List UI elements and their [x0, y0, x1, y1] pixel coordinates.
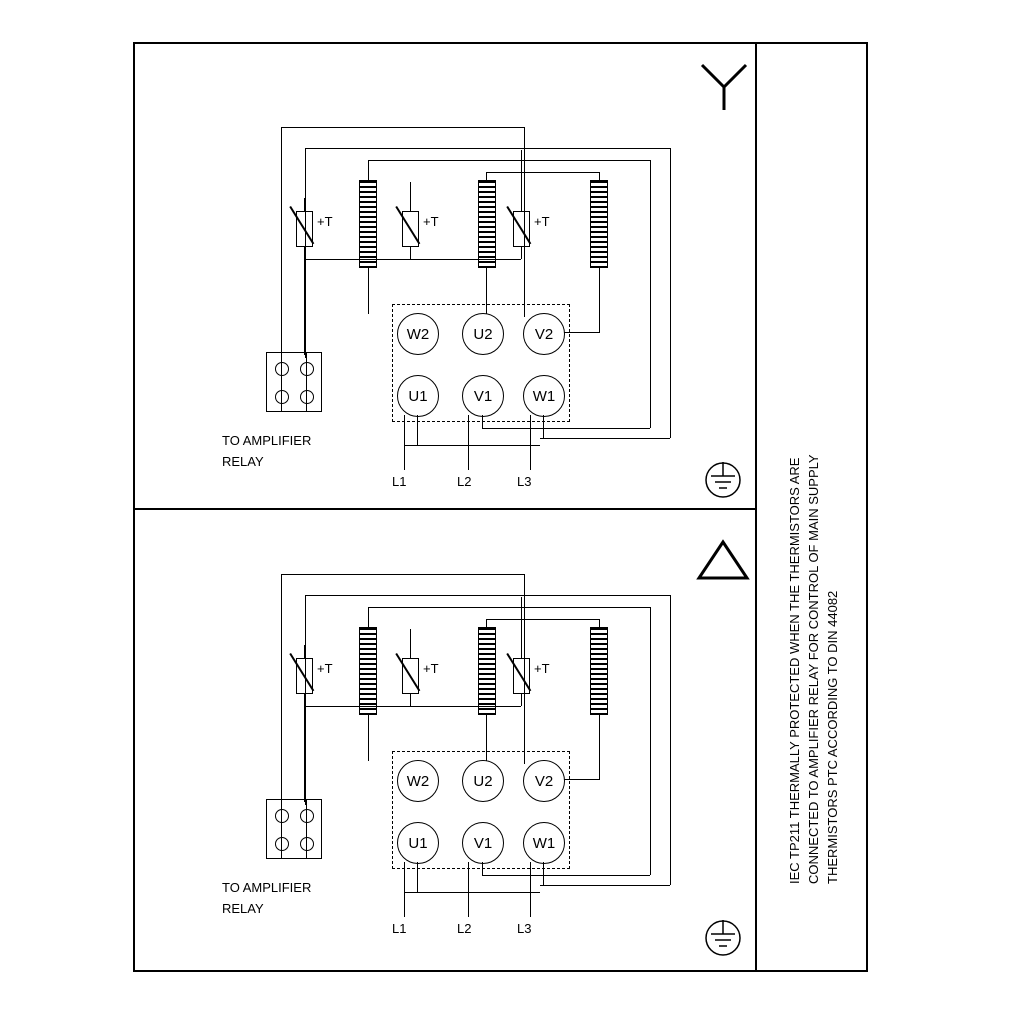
terminal-u1-delta: U1 — [397, 822, 439, 864]
wire-coil3-top-star — [486, 172, 599, 173]
wire-ptc1-up-delta — [304, 645, 305, 659]
wire-ptc1-down-delta — [304, 694, 305, 802]
terminal-v2-delta: V2 — [523, 760, 565, 802]
wire-top-bus-c-star — [368, 160, 650, 161]
wire-ptc3-link-delta — [410, 706, 521, 707]
amplifier-label-line1-delta: TO AMPLIFIER — [222, 880, 312, 895]
connector-pin-3-star — [275, 390, 289, 404]
wire-u1-drop-star — [417, 415, 418, 445]
wire-l2-delta — [468, 862, 469, 917]
thermistor-1-label-star: +T — [317, 214, 333, 229]
motor-winding-1-star — [359, 180, 377, 268]
phase-l2-label-delta: L2 — [457, 921, 472, 936]
terminal-w2-star: W2 — [397, 313, 439, 355]
wire-ptc3-up-star — [521, 150, 522, 212]
phase-l3-label-star: L3 — [517, 474, 532, 489]
wire-connector-pin-b-delta — [306, 799, 307, 859]
wire-ptc2-down-star — [410, 247, 411, 259]
terminal-u2-star: U2 — [462, 313, 504, 355]
wire-v1-drop-star — [482, 415, 483, 428]
thermistor-3-label-star: +T — [534, 214, 550, 229]
wire-coil3-top-drop-delta — [599, 619, 600, 629]
wire-top-bus-a-right-delta — [524, 574, 525, 764]
wire-top-bus-b-right-star — [670, 148, 671, 438]
wire-top-bus-b-star — [305, 148, 670, 149]
wire-top-bus-b-drop-delta — [305, 595, 306, 805]
wire-u1-to-bus-delta — [404, 892, 540, 893]
wire-ptc1-up-star — [304, 198, 305, 212]
thermistor-2-label-star: +T — [423, 214, 439, 229]
wire-ptc2-link-star — [304, 259, 410, 260]
thermistor-1-label-delta: +T — [317, 661, 333, 676]
notes-column-divider — [755, 42, 757, 972]
amplifier-label-line2-delta: RELAY — [222, 901, 264, 916]
wire-w1-drop-delta — [543, 862, 544, 885]
panel-divider — [133, 508, 755, 510]
note-line-2: CONNECTED TO AMPLIFIER RELAY FOR CONTROL OF MAIN SUPPLY — [806, 454, 821, 884]
wire-coil1-bottom-star — [368, 268, 369, 314]
wire-coil2-bottom-delta — [486, 715, 487, 761]
wire-top-bus-a-drop-delta — [281, 574, 282, 802]
amplifier-connector-star — [266, 352, 322, 412]
wire-l1-star — [404, 415, 405, 470]
thermistor-2-label-delta: +T — [423, 661, 439, 676]
wire-ptc3-down-delta — [521, 694, 522, 706]
amplifier-label-line1-star: TO AMPLIFIER — [222, 433, 312, 448]
motor-winding-3-star — [590, 180, 608, 268]
terminal-v2-star: V2 — [523, 313, 565, 355]
terminal-u1-star: U1 — [397, 375, 439, 417]
terminal-w2-delta: W2 — [397, 760, 439, 802]
phase-l1-label-delta: L1 — [392, 921, 407, 936]
thermistor-3-label-delta: +T — [534, 661, 550, 676]
wire-top-bus-a-star — [281, 127, 524, 128]
wire-top-bus-c-right-delta — [650, 607, 651, 875]
wire-coil3-bottom-star — [599, 268, 600, 332]
wire-coil1-bottom-delta — [368, 715, 369, 761]
wire-coil2-top-delta — [486, 619, 487, 629]
wire-ptc1-down-star — [304, 247, 305, 355]
connector-pin-2-star — [300, 362, 314, 376]
wire-w1-drop-star — [543, 415, 544, 438]
terminal-w1-star: W1 — [523, 375, 565, 417]
wire-coil3-top-drop-star — [599, 172, 600, 182]
wire-l3-star — [530, 415, 531, 470]
wire-coil2-top-star — [486, 172, 487, 182]
wire-coil3-bottom-delta — [599, 715, 600, 779]
wire-l2-star — [468, 415, 469, 470]
connector-pin-4-delta — [300, 837, 314, 851]
wire-ptc3-up-delta — [521, 597, 522, 659]
wire-coil3-to-v2-star — [564, 332, 600, 333]
wire-ptc2-up-star — [410, 182, 411, 212]
wire-ptc2-down-delta — [410, 694, 411, 706]
wire-top-bus-c-right-star — [650, 160, 651, 428]
phase-l1-label-star: L1 — [392, 474, 407, 489]
wire-u1-to-bus-star — [404, 445, 540, 446]
wire-bottom-return-b-delta — [540, 885, 670, 886]
wire-l3-delta — [530, 862, 531, 917]
thermistor-2-star — [402, 211, 419, 247]
motor-winding-1-delta — [359, 627, 377, 715]
note-line-3: THERMISTORS PTC ACCORDING TO DIN 44082 — [825, 590, 840, 884]
wire-top-bus-b-right-delta — [670, 595, 671, 885]
terminal-v1-delta: V1 — [462, 822, 504, 864]
wire-bottom-return-c-delta — [482, 875, 650, 876]
phase-l3-label-delta: L3 — [517, 921, 532, 936]
wire-top-bus-a-right-star — [524, 127, 525, 317]
thermistor-2-delta — [402, 658, 419, 694]
earth-ground-icon-star — [695, 458, 751, 502]
wire-connector-pin-a-star — [281, 352, 282, 412]
wire-top-bus-c-delta — [368, 607, 650, 608]
wire-ptc2-link-delta — [304, 706, 410, 707]
connector-pin-1-star — [275, 362, 289, 376]
wire-v1-drop-delta — [482, 862, 483, 875]
wire-l1-delta — [404, 862, 405, 917]
wire-coil3-to-v2-delta — [564, 779, 600, 780]
wire-top-bus-b-delta — [305, 595, 670, 596]
motor-winding-2-delta — [478, 627, 496, 715]
wire-top-bus-c-left-star — [368, 160, 369, 182]
wire-top-bus-a-delta — [281, 574, 524, 575]
note-line-1: IEC TP211 THERMALLY PROTECTED WHEN THE THERMISTORS ARE — [787, 457, 802, 884]
wire-ptc3-down-star — [521, 247, 522, 259]
wire-top-bus-c-left-delta — [368, 607, 369, 629]
wire-connector-pin-b-star — [306, 352, 307, 412]
connector-pin-4-star — [300, 390, 314, 404]
wire-ptc2-up-delta — [410, 629, 411, 659]
wire-coil3-top-delta — [486, 619, 599, 620]
delta-triangle-icon — [695, 538, 751, 582]
amplifier-connector-delta — [266, 799, 322, 859]
connector-pin-3-delta — [275, 837, 289, 851]
terminal-w1-delta: W1 — [523, 822, 565, 864]
terminal-v1-star: V1 — [462, 375, 504, 417]
earth-ground-icon-delta — [695, 916, 751, 960]
thermistor-3-star — [513, 211, 530, 247]
wire-ptc3-link-star — [410, 259, 521, 260]
thermistor-3-delta — [513, 658, 530, 694]
phase-l2-label-star: L2 — [457, 474, 472, 489]
motor-winding-3-delta — [590, 627, 608, 715]
wire-connector-pin-a-delta — [281, 799, 282, 859]
connector-pin-1-delta — [275, 809, 289, 823]
wye-star-icon — [697, 60, 751, 112]
terminal-u2-delta: U2 — [462, 760, 504, 802]
wire-top-bus-b-drop-star — [305, 148, 306, 358]
motor-winding-2-star — [478, 180, 496, 268]
connector-pin-2-delta — [300, 809, 314, 823]
wire-top-bus-a-drop-star — [281, 127, 282, 355]
wire-coil2-bottom-star — [486, 268, 487, 314]
wire-u1-drop-delta — [417, 862, 418, 892]
wire-bottom-return-c-star — [482, 428, 650, 429]
wire-bottom-return-b-star — [540, 438, 670, 439]
amplifier-label-line2-star: RELAY — [222, 454, 264, 469]
